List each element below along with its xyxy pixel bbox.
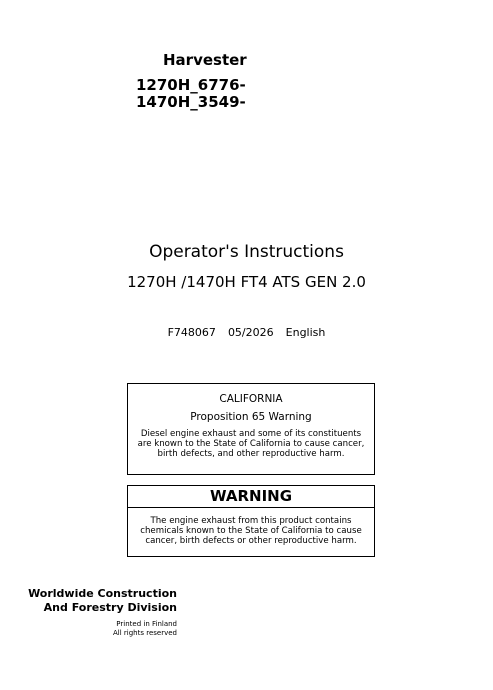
division-line-1: Worldwide Construction [28, 587, 177, 600]
model-serial-1470h: 1470H_3549- [136, 93, 246, 111]
proposition-heading: Proposition 65 Warning [190, 411, 312, 423]
model-serial-1270h: 1270H_6776- [136, 76, 246, 94]
document-number: F748067 [167, 326, 216, 339]
california-warning-box [127, 383, 375, 475]
california-warning-text: Diesel engine exhaust and some of its constituents are known to the State of California to cause cancer, birth defects, and other reproductive harm. [137, 429, 365, 459]
print-info [113, 620, 177, 637]
document-meta [0, 326, 493, 339]
rights-notice: All rights reserved [113, 628, 177, 637]
warning-text: The engine exhaust from this product contains chemicals known to the State of California to cause cancer, birth defects or other reproductive harm. [140, 516, 362, 546]
printed-location: Printed in Finland [116, 620, 177, 628]
california-heading: CALIFORNIA [219, 393, 283, 405]
document-language: English [285, 326, 326, 339]
division-name [28, 587, 177, 615]
page-subtitle: 1270H /1470H FT4 ATS GEN 2.0 [127, 273, 366, 291]
page-title: Operator's Instructions [149, 242, 344, 262]
product-name: Harvester [163, 51, 247, 69]
engine-exhaust-warning-box [127, 485, 375, 557]
warning-heading: WARNING [128, 486, 374, 508]
document-date: 05/2026 [227, 326, 274, 339]
division-line-2: And Forestry Division [43, 601, 177, 614]
